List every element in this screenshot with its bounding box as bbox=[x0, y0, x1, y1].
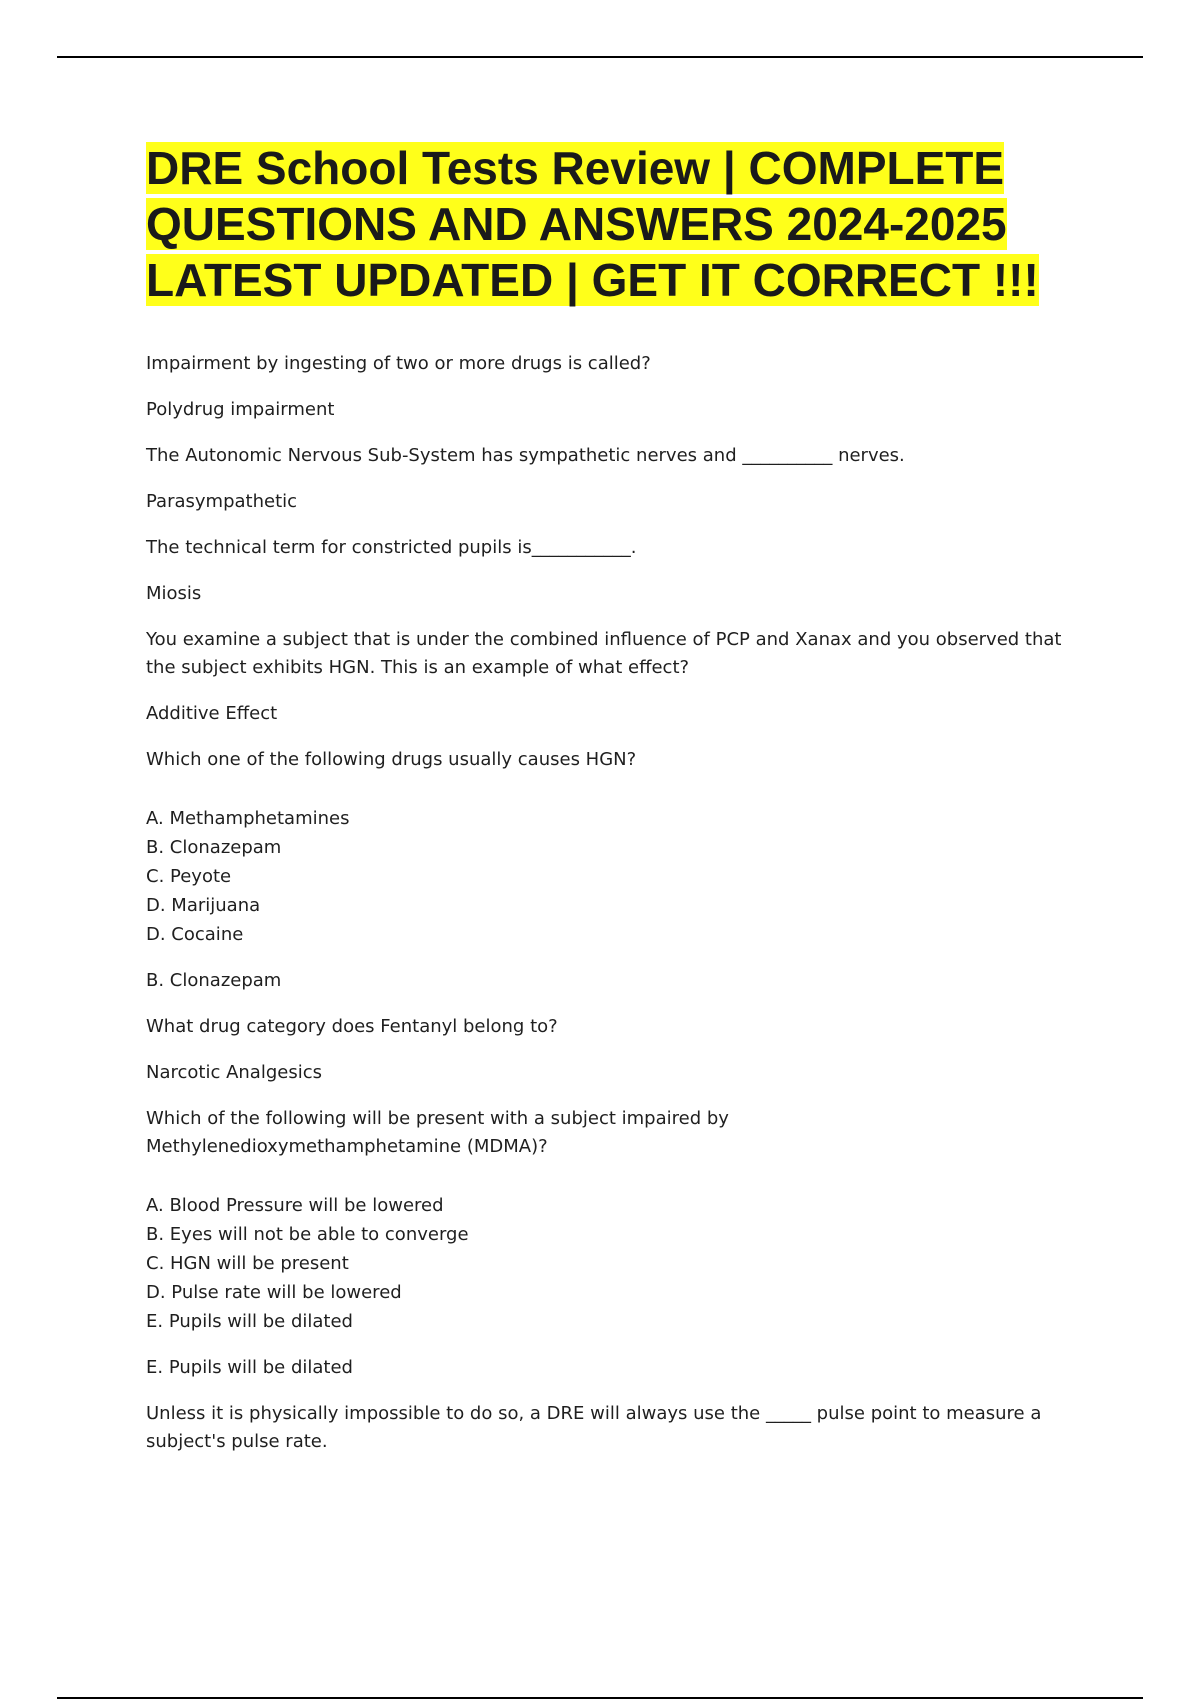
option-item: D. Cocaine bbox=[146, 924, 244, 945]
question-text: Which of the following will be present with a subject impaired by Methylenedioxymethamphetamine (MDMA)? bbox=[146, 1108, 735, 1157]
question-text: Unless it is physically impossible to do so, a DRE will always use the _____ pulse point to measure a subject's pulse rate. bbox=[146, 1403, 1048, 1452]
option-list bbox=[146, 804, 1066, 949]
answer-text: B. Clonazepam bbox=[146, 970, 282, 991]
option-item: A. Blood Pressure will be lowered bbox=[146, 1195, 444, 1216]
document-title bbox=[146, 140, 1066, 308]
option-item: C. Peyote bbox=[146, 866, 232, 887]
header-rule bbox=[57, 56, 1143, 58]
answer-text: Miosis bbox=[146, 583, 202, 604]
option-item: C. HGN will be present bbox=[146, 1253, 349, 1274]
question-text: The technical term for constricted pupils is___________. bbox=[146, 537, 637, 558]
question-text: The Autonomic Nervous Sub-System has sympathetic nerves and __________ nerves. bbox=[146, 445, 905, 466]
answer-text: Polydrug impairment bbox=[146, 399, 335, 420]
option-item: B. Eyes will not be able to converge bbox=[146, 1224, 469, 1245]
option-item: D. Pulse rate will be lowered bbox=[146, 1282, 402, 1303]
title-highlight: DRE School Tests Review | COMPLETE QUESTIONS AND ANSWERS 2024-2025 LATEST UPDATED | GET IT CORRECT !!! bbox=[146, 142, 1039, 306]
option-item: E. Pupils will be dilated bbox=[146, 1311, 353, 1332]
footer-rule bbox=[57, 1697, 1143, 1699]
option-list bbox=[146, 1191, 1066, 1336]
answer-text: Additive Effect bbox=[146, 703, 278, 724]
question-text: You examine a subject that is under the combined influence of PCP and Xanax and you observed that the subject exhibits HGN. This is an example of what effect? bbox=[146, 629, 1068, 678]
option-item: B. Clonazepam bbox=[146, 837, 282, 858]
question-text: Impairment by ingesting of two or more drugs is called? bbox=[146, 353, 651, 374]
document-body bbox=[146, 140, 1066, 1456]
question-text: What drug category does Fentanyl belong to? bbox=[146, 1016, 558, 1037]
option-item: D. Marijuana bbox=[146, 895, 261, 916]
option-item: A. Methamphetamines bbox=[146, 808, 350, 829]
answer-text: Parasympathetic bbox=[146, 491, 298, 512]
question-text: Which one of the following drugs usually causes HGN? bbox=[146, 749, 637, 770]
answer-text: Narcotic Analgesics bbox=[146, 1062, 322, 1083]
answer-text: E. Pupils will be dilated bbox=[146, 1357, 353, 1378]
